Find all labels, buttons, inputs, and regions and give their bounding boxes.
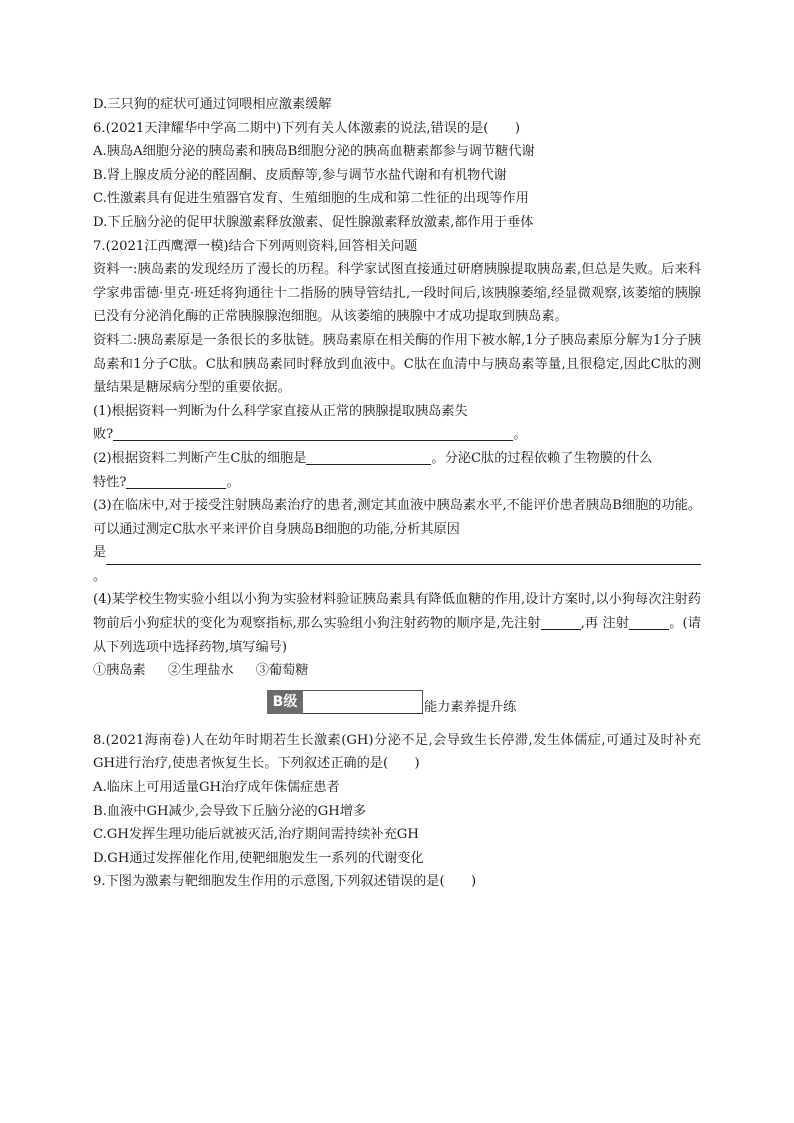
level-badge-frame bbox=[303, 690, 423, 714]
q7-sub2-answer-blank-2[interactable] bbox=[126, 473, 226, 489]
option-insulin: ①胰岛素 bbox=[93, 663, 146, 679]
q6-stem: 6.(2021天津耀华中学高二期中)下列有关人体激素的说法,错误的是( ) bbox=[93, 120, 520, 136]
q7-sub4-options bbox=[93, 659, 701, 683]
q7-sub3-answer-blank[interactable] bbox=[106, 549, 701, 565]
q6-option-b: B.肾上腺皮质分泌的醛固酮、皮质醇等,参与调节水盐代谢和有机物代谢 bbox=[93, 167, 507, 183]
q7-sub4-note: 。(请从下列选项中选择药物,填写编号) bbox=[93, 616, 701, 655]
q7-sub2-prefix: (2)根据资料二判断产生C肽的细胞是 bbox=[93, 450, 307, 466]
q9-stem: 9.下图为激素与靶细胞发生作用的示意图,下列叙述错误的是( ) bbox=[93, 874, 477, 890]
q7-sub2-mid: 。分泌C肽的过程依赖了生物膜的什么 bbox=[431, 450, 653, 466]
level-badge: B级 bbox=[267, 690, 303, 714]
q8-option-a: A.临床上可用适量GH治疗成年侏儒症患者 bbox=[93, 780, 340, 796]
q7-sub4-answer-blank-2[interactable] bbox=[629, 614, 669, 630]
q7-sub2-line2 bbox=[93, 471, 701, 495]
worksheet-page bbox=[93, 93, 701, 894]
q7-stem: 7.(2021江西鹰潭一模)结合下列两则资料,回答相关问题 bbox=[93, 238, 418, 254]
q6-option-d: D.下丘脑分泌的促甲状腺激素释放激素、促性腺激素释放激素,都作用于垂体 bbox=[93, 214, 534, 230]
q5-option-d: D.三只狗的症状可通过饲喂相应激素缓解 bbox=[93, 97, 332, 112]
q7-sub2-prefix-2: 特性? bbox=[93, 474, 127, 490]
q6-option-c: C.性激素具有促进生殖器官发育、生殖细胞的生成和第二性征的出现等作用 bbox=[93, 191, 529, 207]
q7-sub4-inject: 注射 bbox=[602, 616, 630, 632]
q7-sub4-then: ,再 bbox=[580, 616, 599, 632]
q8-option-b: B.血液中GH减少,会导致下丘脑分泌的GH增多 bbox=[93, 803, 367, 819]
q7-sub2-line1 bbox=[93, 447, 701, 471]
q6-option-a: A.胰岛A细胞分泌的胰岛素和胰岛B细胞分泌的胰高血糖素都参与调节糖代谢 bbox=[93, 144, 535, 160]
q7-sub4-stem: (4)某学校生物实验小组以小狗为实验材料验证胰岛素具有降低血糖的作用,设计方案时,以小狗每次注射药物前后小狗症状的变化为观察指标,那么实验组小狗注射药物的顺序是,先注射 bbox=[93, 592, 701, 632]
q7-sub1-prefix: 败? bbox=[93, 427, 114, 443]
q7-sub1-answer-blank[interactable] bbox=[113, 425, 513, 441]
q7-sub3-text: (3)在临床中,对于接受注射胰岛素治疗的患者,测定其血液中胰岛素水平,不能评价患者胰岛B细胞的功能。可以通过测定C肽水平来评价自身胰岛B细胞的功能,分析其原因 bbox=[93, 498, 702, 537]
q8-option-c: C.GH发挥生理功能后就被灭活,治疗期间需持续补充GH bbox=[93, 827, 419, 843]
q7-sub1-end: 。 bbox=[513, 427, 527, 443]
q7-sub3-end: 。 bbox=[93, 568, 107, 584]
q8-stem: 8.(2021海南卷)人在幼年时期若生长激素(GH)分泌不足,会导致生长停滞,发生体儒症,可通过及时补充GH进行治疗,使患者恢复生长。下列叙述正确的是( ) bbox=[93, 732, 701, 772]
q7-sub1-line2 bbox=[93, 423, 701, 447]
q7-sub3-answer-line bbox=[93, 541, 701, 565]
q7-material-2: 资料二:胰岛素原是一条很长的多肽链。胰岛素原在相关酶的作用下被水解,1分子胰岛素原分解为1分子胰岛素和1分子C肽。C肽和胰岛素同时释放到血液中。C肽在血清中与胰岛素等量,且很稳定,因此C肽的测量结果是糖尿病分型的重要依据。 bbox=[93, 332, 701, 396]
option-glucose: ③葡萄糖 bbox=[255, 663, 309, 679]
q7-sub3-prefix: 是 bbox=[93, 545, 107, 561]
q8-option-d: D.GH通过发挥催化作用,使靶细胞发生一系列的代谢变化 bbox=[93, 850, 424, 866]
level-b-header bbox=[93, 689, 701, 729]
q7-sub2-end: 。 bbox=[226, 474, 240, 490]
q7-sub4-text bbox=[93, 588, 701, 659]
level-title: 能力素养提升练 bbox=[424, 699, 517, 715]
q7-sub2-answer-blank-1[interactable] bbox=[306, 449, 431, 465]
q7-material-1: 资料一:胰岛素的发现经历了漫长的历程。科学家试图直接通过研磨胰腺提取胰岛素,但总是失败。后来科学家弗雷德·里克·班廷将狗通往十二指肠的胰导管结扎,一段时间后,该胰腺萎缩,经显微观察,该萎缩的胰腺已没有分泌消化酶的正常胰腺腺泡细胞。从该萎缩的胰腺中才成功提取到胰岛素。 bbox=[93, 262, 701, 325]
q7-sub1-line1: (1)根据资料一判断为什么科学家直接从正常的胰腺提取胰岛素失 bbox=[93, 403, 468, 419]
option-saline: ②生理盐水 bbox=[167, 663, 234, 679]
q7-sub4-answer-blank-1[interactable] bbox=[541, 614, 581, 630]
